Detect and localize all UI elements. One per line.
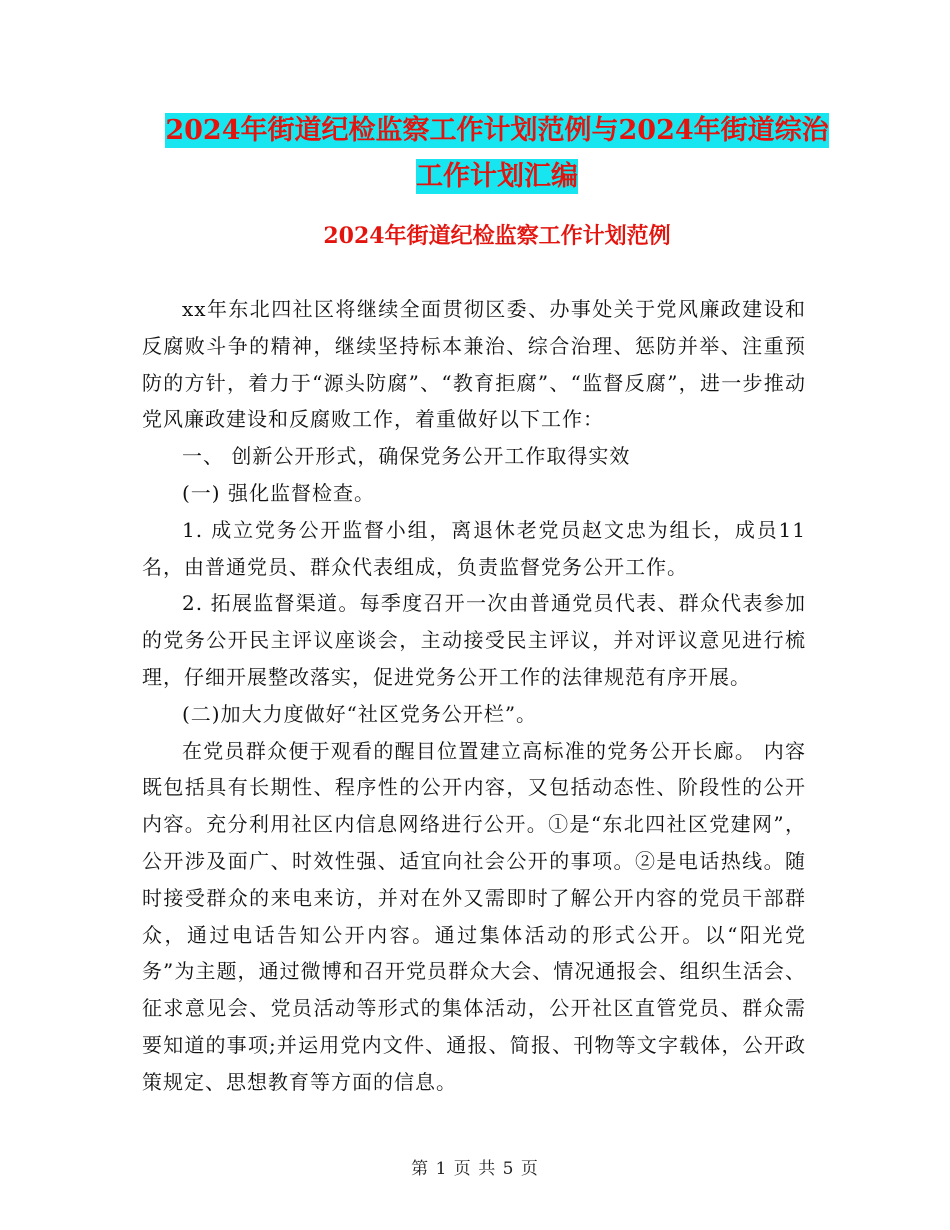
paragraph-bulletin-board: 在党员群众便于观看的醒目位置建立高标准的党务公开长廊。 内容既包括具有长期性、程序性的公开内容，又包括动态性、阶段性的公开内容。充分利用社区内信息网络进行公开。①是“东北四社区党建网”，公开涉及面广、时效性强、适宜向社会公开的事项。②是电话热线。随时接受群众的来电来访，并对在外又需即时了解公开内容的党员干部群众，通过电话告知公开内容。通过集体活动的形式公开。以“阳光党务”为主题，通过微博和召开党员群众大会、情况通报会、组织生活会、征求意见会、党员活动等形式的集体活动，公开社区直管党员、群众需要知道的事项;并运用党内文件、通报、简报、刊物等文字载体，公开政策规定、思想教育等方面的信息。 [142,738,806,1094]
document-body [142,291,806,1101]
heading-subsection-1: (一) 强化监督检查。 [182,480,375,505]
page-footer: 第 1 页 共 5 页 [411,1159,539,1179]
document-title-line-1: 2024年街道纪检监察工作计划范例与2024年街道综治 [165,115,829,146]
document-title-line-2: 工作计划汇编 [416,161,578,192]
paragraph-item-1: 1. 成立党务公开监督小组，离退休老党员赵文忠为组长，成员11名，由普通党员、群众代表组成，负责监督党务公开工作。 [142,517,806,579]
section-title: 2024年街道纪检监察工作计划范例 [323,223,671,249]
heading-subsection-2: (二)加大力度做好“社区党务公开栏”。 [182,701,538,726]
heading-section-1: 一、 创新公开形式，确保党务公开工作取得实效 [182,444,631,469]
paragraph-intro: xx年东北四社区将继续全面贯彻区委、办事处关于党风廉政建设和反腐败斗争的精神，继续坚持标本兼治、综合治理、惩防并举、注重预防的方针，着力于“源头防腐”、“教育拒腐”、“监督反腐”，进一步推动党风廉政建设和反腐败工作，着重做好以下工作： [142,297,806,432]
document-title [140,108,854,200]
paragraph-item-2: 2. 拓展监督渠道。每季度召开一次由普通党员代表、群众代表参加的党务公开民主评议座谈会，主动接受民主评议，并对评议意见进行梳理，仔细开展整改落实，促进党务公开工作的法律规范有序开展。 [142,591,806,689]
